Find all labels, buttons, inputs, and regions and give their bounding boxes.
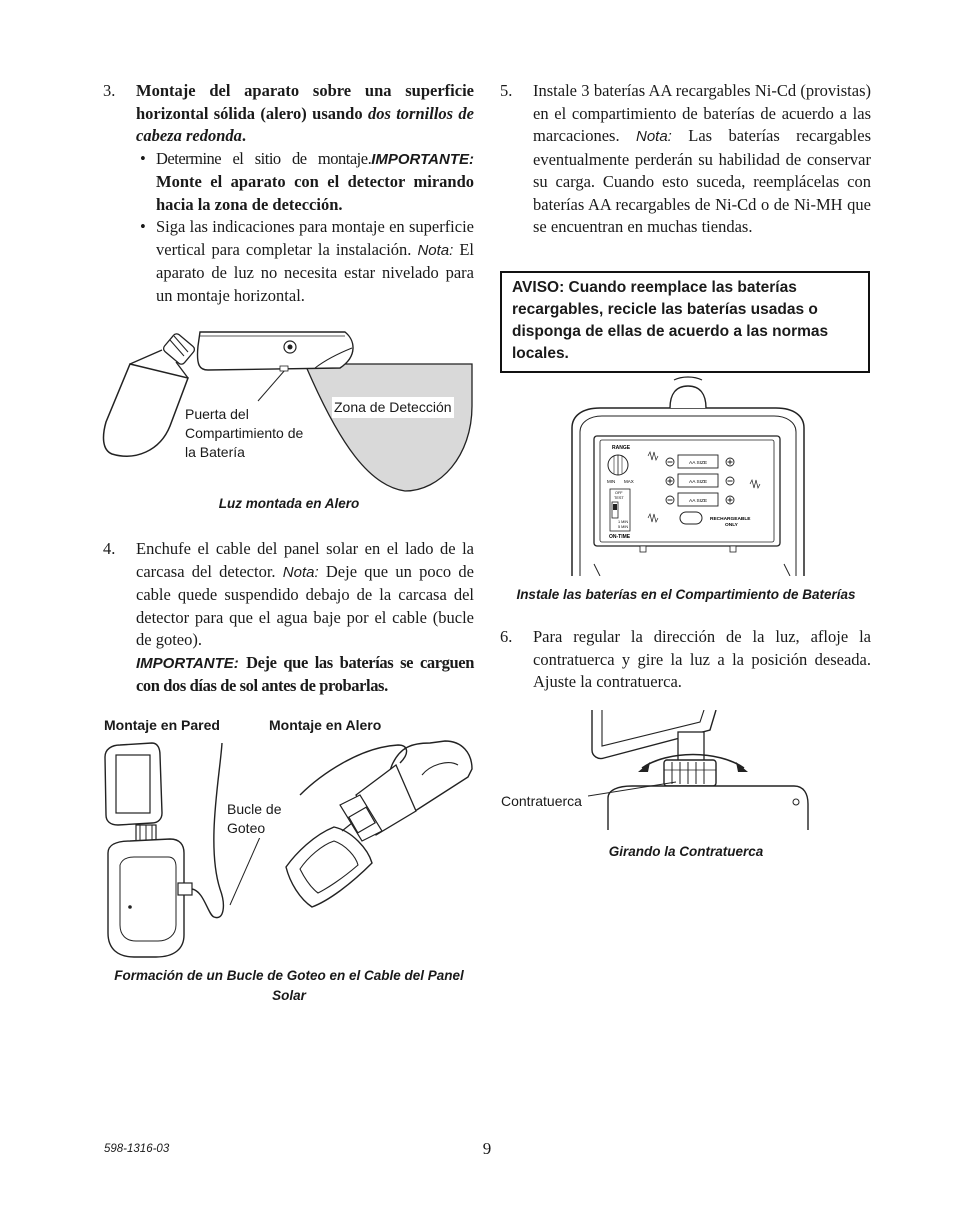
warning-box: AVISO: Cuando reemplace las baterías recargables, recicle las baterías usadas o disponga de ellas de acuerdo a las normas locales.: [500, 271, 870, 373]
figure-battery-compartment: [570, 372, 806, 576]
label-wall-mount: Montaje en Pared: [104, 717, 220, 733]
switch-off: OFF: [615, 491, 623, 495]
step-5-number: 5.: [500, 81, 513, 100]
step-4-text-2: Deje que un poco de cable quede suspendido debajo de la carcasa del detector para que el agua baje por el cable (bucle de goteo).: [136, 561, 474, 649]
step-5: [533, 80, 871, 239]
step-3-number: 3.: [103, 81, 116, 100]
switch-test: TEST: [614, 496, 624, 500]
step-3-title-italic: dos tornillos de cabeza redonda: [136, 103, 474, 145]
step-6-text: Para regular la dirección de la luz, afloje la contratuerca y gire la luz a la posición deseada. Ajuste la contratuerca.: [533, 627, 871, 691]
switch-1min: 1 MIN: [618, 520, 629, 524]
only-label: ONLY: [725, 523, 738, 528]
rechargeable-label: RECHARGEABLE: [710, 517, 751, 522]
step-5-text-1: Instale 3 baterías AA recargables Ni-Cd (provistas) en el compartimiento de baterías de acuerdo a las marcaciones.: [533, 81, 871, 145]
nota-label: Nota:: [417, 241, 454, 259]
figure-lock-nut: [588, 710, 812, 830]
step-4-important: IMPORTANTE:: [136, 654, 239, 672]
step-5-nota: Nota:: [635, 128, 672, 145]
range-label: RANGE: [612, 445, 631, 451]
label-detection-zone: Zona de Detección: [332, 397, 454, 418]
switch-5min: 5 MIN: [618, 525, 629, 529]
step-3-title: Montaje del aparato sobre una superficie horizontal sólida (alero) usando: [136, 81, 474, 123]
bullet-1-text: Determine el sitio de montaje.: [156, 148, 372, 168]
step-3: [136, 80, 474, 307]
step-4-text-1: Enchufe el cable del panel solar en el lado de la carcasa del detector.: [136, 539, 474, 581]
battery-1-label: AA SIZE: [689, 461, 708, 466]
step-3-bullet-2: [136, 216, 474, 307]
battery-3-label: AA SIZE: [689, 499, 708, 504]
ontime-label: ON-TIME: [609, 534, 631, 540]
range-max: MAX: [624, 479, 634, 484]
step-3-bullet-1: [136, 148, 474, 217]
step-4-nota: Nota:: [282, 563, 319, 581]
bullet-1-bold: Monte el aparato con el detector mirando hacia la zona de detección.: [156, 172, 474, 214]
caption-battery: Instale las baterías en el Compartimiento de Baterías: [516, 587, 856, 602]
step-3-title-end: .: [241, 126, 246, 145]
caption-drip-loop: Formación de un Bucle de Goteo en el Cable del Panel Solar: [114, 968, 464, 1003]
bullet-2-rest: El aparato de luz no necesita estar nivelado para un montaje horizontal.: [156, 239, 475, 305]
step-3-bullets: [136, 148, 474, 308]
label-eave-mount: Montaje en Alero: [269, 717, 382, 733]
label-drip-loop: Bucle de Goteo: [227, 800, 297, 838]
label-battery-door: Puerta del Compartimiento de la Batería: [185, 406, 304, 460]
battery-2-label: AA SIZE: [689, 480, 708, 485]
page-number: 9: [482, 1139, 492, 1158]
important-label: IMPORTANTE:: [371, 150, 474, 168]
bullet-2-text: Siga las indicaciones para montaje en superficie vertical para completar la instalación.: [156, 217, 474, 259]
figure-drip-loop: [100, 735, 478, 960]
step-6-number: 6.: [500, 627, 513, 646]
caption-lock-nut: Girando la Contratuerca: [608, 844, 764, 859]
step-4-important-text: Deje que las baterías se carguen con dos días de sol antes de probarlas.: [136, 652, 474, 695]
step-4-number: 4.: [103, 539, 116, 558]
document-number: 598-1316-03: [104, 1143, 170, 1155]
range-min: MIN: [607, 479, 616, 484]
caption-eave-light: Luz montada en Alero: [218, 496, 360, 511]
label-lock-nut: Contratuerca: [501, 793, 582, 809]
step-5-text-2: Las baterías recargables eventualmente perderán su habilidad de conservar su carga. Cuando esto suceda, reemplácelas con baterías AA recargables de Ni-Cd o de Ni-MH que se encuentran en muchas tiendas.: [533, 126, 871, 236]
step-4: [136, 538, 474, 698]
